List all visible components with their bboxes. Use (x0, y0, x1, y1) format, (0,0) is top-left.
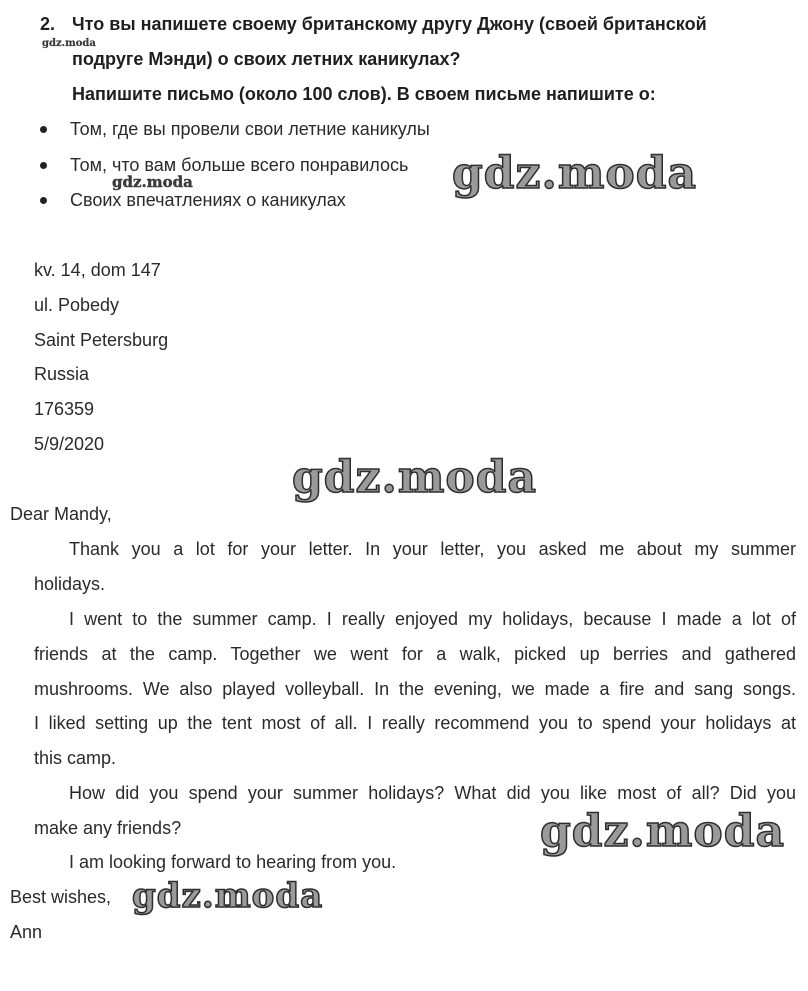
letter-signature: Ann (10, 922, 43, 942)
letter-paragraph-line: I went to the summer camp. I really enjoyed my holidays, because I made a lot of (69, 609, 796, 629)
bullet-icon (40, 197, 47, 204)
bullet-icon (40, 126, 47, 133)
task-number: 2. (40, 14, 56, 34)
letter-paragraph-line: How did you spend your summer holidays? What did you like most of all? Did you (69, 783, 796, 803)
address-line: 176359 (34, 399, 95, 419)
letter-paragraph-line: Thank you a lot for your letter. In your letter, you asked me about my summer (69, 539, 796, 559)
task-bullet (40, 190, 346, 211)
task-instruction: Напишите письмо (около 100 слов). В своем письме напишите о: (72, 84, 656, 104)
letter-closing: Best wishes, (10, 887, 112, 907)
watermark: gdz.moda (292, 452, 538, 503)
watermark: gdz.moda (540, 806, 786, 857)
letter-paragraph-line: I am looking forward to hearing from you. (69, 852, 397, 872)
watermark: gdz.moda (452, 148, 698, 199)
task-bullet-text: Том, что вам больше всего понравилось (70, 155, 409, 175)
task-bullet (40, 155, 408, 176)
letter-paragraph-line: this camp. (34, 748, 117, 768)
task-bullet-text: Том, где вы провели свои летние каникулы (70, 119, 430, 139)
letter-paragraph-line: friends at the camp. Together we went for a walk, picked up berries and gathered (34, 644, 796, 664)
bullet-icon (40, 162, 47, 169)
letter-paragraph-line: make any friends? (34, 818, 182, 838)
address-line: Russia (34, 364, 90, 384)
address-line: kv. 14, dom 147 (34, 260, 161, 280)
letter-paragraph-line: mushrooms. We also played volleyball. In the evening, we made a fire and sang songs. (34, 679, 796, 699)
watermark: gdz.moda (42, 38, 96, 49)
letter-paragraph-line: holidays. (34, 574, 106, 594)
task-bullet-text: Своих впечатлениях о каникулах (70, 190, 346, 210)
task-bullet (40, 119, 430, 140)
letter-greeting: Dear Mandy, (10, 504, 112, 524)
task-question-line-1: Что вы напишете своему британскому другу Джону (своей британской (72, 14, 707, 34)
task-question-line-2: подруге Мэнди) о своих летних каникулах? (72, 49, 461, 69)
watermark: gdz.moda (132, 876, 324, 916)
address-line: ul. Pobedy (34, 295, 120, 315)
address-line: Saint Petersburg (34, 330, 169, 350)
letter-paragraph-line: I liked setting up the tent most of all. I really recommend you to spend your holidays at (34, 713, 796, 733)
letter-date: 5/9/2020 (34, 434, 105, 454)
watermark: gdz.moda (112, 173, 193, 191)
